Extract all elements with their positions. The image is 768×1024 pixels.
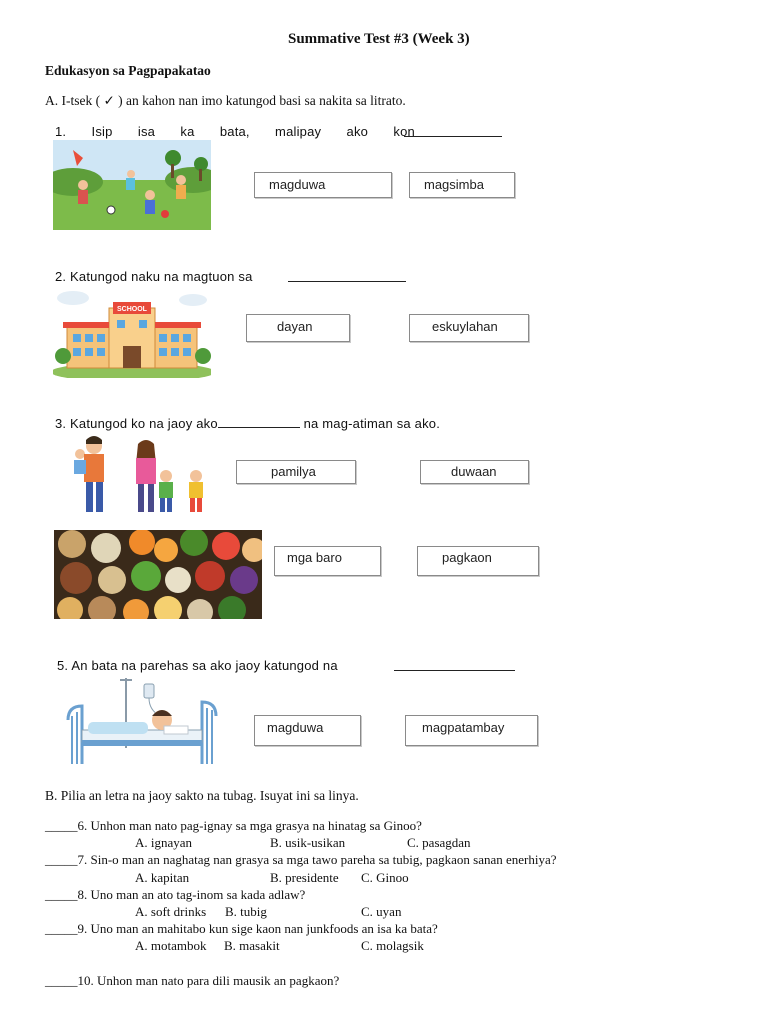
part-a-instruction: A. I-tsek ( ✓ ) an kahon nan imo katungod basi sa nakita sa litrato.: [45, 93, 406, 108]
answer-blank[interactable]: [288, 269, 406, 282]
answer-line[interactable]: _____: [45, 818, 78, 833]
q1-word: ka: [180, 124, 195, 139]
question-8: [45, 887, 305, 903]
question-1-text: [55, 124, 415, 139]
question-5-text: 5. An bata na parehas sa ako jaoy katungod na: [57, 658, 338, 673]
question-3-text: [55, 415, 440, 431]
question-text: 10. Unhon man nato para dili mausik an pagkaon?: [77, 973, 340, 988]
choice-box-pamilya[interactable]: pamilya: [236, 460, 356, 484]
answer-line[interactable]: _____: [45, 852, 78, 867]
question-text: 8. Uno man an ato tag-inom sa kada adlaw?: [77, 887, 306, 902]
children-playing-image: [53, 140, 211, 230]
option-c: C. molagsik: [361, 938, 424, 953]
choice-box-duwaan[interactable]: duwaan: [420, 460, 529, 484]
answer-blank[interactable]: [404, 124, 502, 137]
food-image: [54, 530, 262, 619]
choice-box-magsimba[interactable]: magsimba: [409, 172, 515, 198]
answer-line[interactable]: _____: [45, 887, 78, 902]
option-a: A. motambok: [135, 938, 207, 953]
q1-word: ako: [346, 124, 369, 139]
q1-word: isa: [137, 124, 156, 139]
choice-box-magduwa[interactable]: magduwa: [254, 172, 392, 198]
choice-box-mga-baro[interactable]: mga baro: [274, 546, 381, 576]
question-7: [45, 852, 557, 868]
q1-word: kon: [393, 124, 415, 139]
question-text: 6. Unhon man nato pag-ignay sa mga grasya na hinatag sa Ginoo?: [77, 818, 422, 833]
choice-box-pagkaon[interactable]: pagkaon: [417, 546, 539, 576]
question-text: 9. Uno man an mahitabo kun sige kaon nan junkfoods an isa ka bata?: [77, 921, 438, 936]
question-6: [45, 818, 422, 834]
answer-blank[interactable]: [394, 658, 515, 671]
option-a: A. ignayan: [135, 835, 193, 850]
q1-word: malipay: [275, 124, 322, 139]
question-2-text: 2. Katungod naku na magtuon sa: [55, 269, 253, 284]
sick-child-in-bed-image: [64, 676, 220, 766]
option-c: C. Ginoo: [361, 870, 409, 885]
question-10: [45, 973, 339, 989]
family-image: [66, 434, 214, 518]
option-b: B. usik-usikan: [270, 835, 346, 850]
subject-heading: Edukasyon sa Pagpapakatao: [45, 63, 211, 78]
school-image: [53, 286, 211, 378]
q1-word: Isip: [91, 124, 113, 139]
option-b: B. masakit: [224, 938, 280, 953]
q1-word: 1.: [55, 124, 67, 139]
answer-blank[interactable]: [218, 415, 300, 428]
part-b-instruction: B. Pilia an letra na jaoy sakto na tubag. Isuyat ini sa linya.: [45, 788, 359, 803]
question-9: [45, 921, 438, 937]
choice-box-magduwa-q5[interactable]: magduwa: [254, 715, 361, 746]
choice-box-magpatambay[interactable]: magpatambay: [405, 715, 538, 746]
q1-word: bata,: [219, 124, 250, 139]
page-title: Summative Test #3 (Week 3): [288, 31, 470, 47]
choice-box-dayan[interactable]: dayan: [246, 314, 350, 342]
option-a: A. soft drinks: [135, 904, 207, 919]
option-c: C. uyan: [361, 904, 402, 919]
question-text: 7. Sin-o man an naghatag nan grasya sa mga tawo pareha sa tubig, pagkaon sanan enerhiya?: [77, 852, 557, 867]
answer-line[interactable]: _____: [45, 921, 78, 936]
option-b: B. tubig: [225, 904, 267, 919]
choice-box-eskuylahan[interactable]: eskuylahan: [409, 314, 529, 342]
option-b: B. presidente: [270, 870, 339, 885]
option-a: A. kapitan: [135, 870, 190, 885]
answer-line[interactable]: _____: [45, 973, 78, 988]
q3-text-before: 3. Katungod ko na jaoy ako: [55, 416, 218, 431]
option-c: C. pasagdan: [407, 835, 471, 850]
school-sign-text: SCHOOL: [117, 306, 147, 313]
q3-text-after: na mag-atiman sa ako.: [303, 416, 441, 431]
